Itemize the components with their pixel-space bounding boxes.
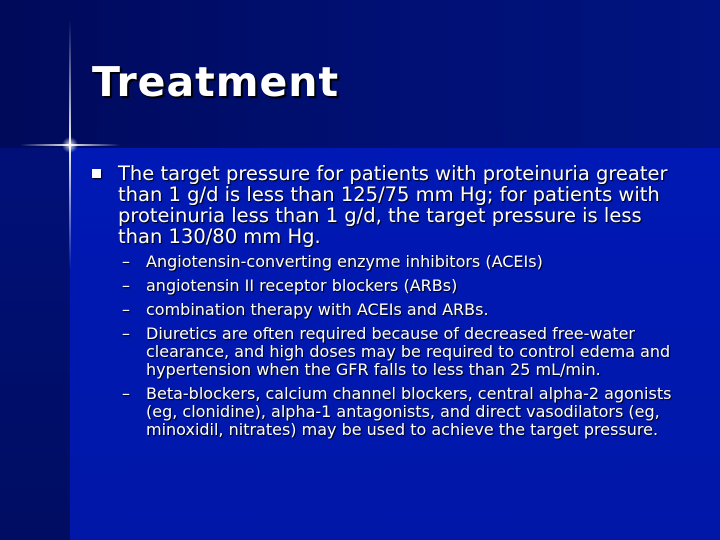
- bullet-item: [92, 163, 692, 247]
- dash-marker: –: [122, 384, 130, 403]
- sub-bullet-item: [118, 385, 692, 439]
- dash-marker: –: [122, 300, 130, 319]
- sub-bullet-text: combination therapy with ACEIs and ARBs.: [146, 300, 489, 319]
- sub-bullet-text: Beta-blockers, calcium channel blockers, central alpha-2 agonists (eg, clonidine), alpha-1 antagonists, and direct vasodilators (eg, minoxidil, nitrates) may be used to achieve the target pressure.: [146, 384, 672, 439]
- square-bullet-icon: [92, 169, 101, 178]
- sub-bullet-item: [118, 253, 692, 271]
- dash-marker: –: [122, 252, 130, 271]
- dash-marker: –: [122, 324, 130, 343]
- sub-bullet-text: angiotensin II receptor blockers (ARBs): [146, 276, 458, 295]
- bullet-text: The target pressure for patients with proteinuria greater than 1 g/d is less than 125/75 mm Hg; for patients with proteinuria less than 1 g/d, the target pressure is less than 130/80 mm Hg.: [118, 162, 668, 248]
- sub-bullet-text: Angiotensin-converting enzyme inhibitors (ACEIs): [146, 252, 543, 271]
- sub-bullet-item: [118, 325, 692, 379]
- sub-bullet-list: [92, 253, 692, 439]
- sub-bullet-item: [118, 277, 692, 295]
- slide-title: Treatment: [92, 58, 340, 106]
- sub-bullet-text: Diuretics are often required because of decreased free-water clearance, and high doses may be required to control edema and hypertension when the GFR falls to less than 25 mL/min.: [146, 324, 671, 379]
- dash-marker: –: [122, 276, 130, 295]
- slide-content: [92, 163, 692, 445]
- sub-bullet-item: [118, 301, 692, 319]
